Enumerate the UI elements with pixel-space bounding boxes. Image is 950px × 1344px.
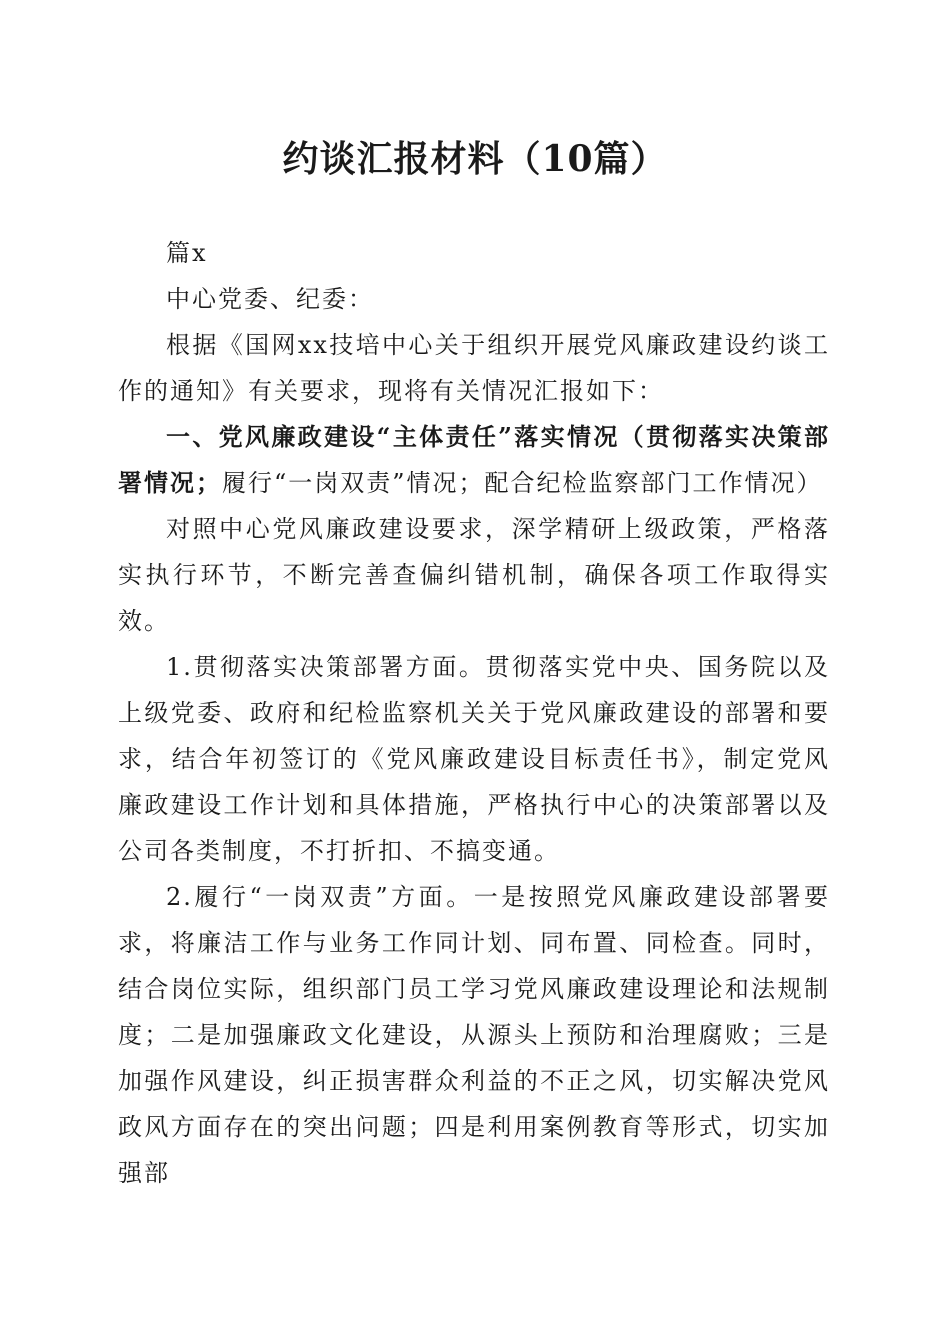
section-heading-1 [118, 414, 830, 506]
addressee: 中心党委、纪委： [166, 285, 374, 313]
paragraph-2: 1.贯彻落实决策部署方面。贯彻落实党中央、国务院以及上级党委、政府和纪检监察机关关于党风廉政建设的部署和要求，结合年初签订的《党风廉政建设目标责任书》，制定党风廉政建设工作计划和具体措施，严格执行中心的决策部署以及公司各类制度，不打折扣、不搞变通。 [118, 653, 830, 865]
intro-paragraph: 根据《国网xx技培中心关于组织开展党风廉政建设约谈工作的通知》有关要求，现将有关情况汇报如下： [118, 331, 830, 405]
paragraph-1: 对照中心党风廉政建设要求，深学精研上级政策，严格落实执行环节，不断完善查偏纠错机制，确保各项工作取得实效。 [118, 515, 830, 635]
paragraph-3: 2.履行“一岗双责”方面。一是按照党风廉政建设部署要求，将廉洁工作与业务工作同计划、同布置、同检查。同时，结合岗位实际，组织部门员工学习党风廉政建设理论和法规制度；二是加强廉政文化建设，从源头上预防和治理腐败；三是加强作风建设，纠正损害群众利益的不正之风，切实解决党风政风方面存在的突出问题；四是利用案例教育等形式，切实加强部 [118, 883, 830, 1187]
document-body [118, 230, 830, 1196]
document-title: 约谈汇报材料（10篇） [282, 138, 668, 180]
section-label: 篇x [166, 239, 208, 267]
section-heading-1-rest: 履行“一岗双责”情况；配合纪检监察部门工作情况） [222, 469, 823, 497]
section-heading-1-bold: 一、党风廉政建设“主体责任”落实情况（贯彻落实决策部署情况； [118, 422, 830, 497]
